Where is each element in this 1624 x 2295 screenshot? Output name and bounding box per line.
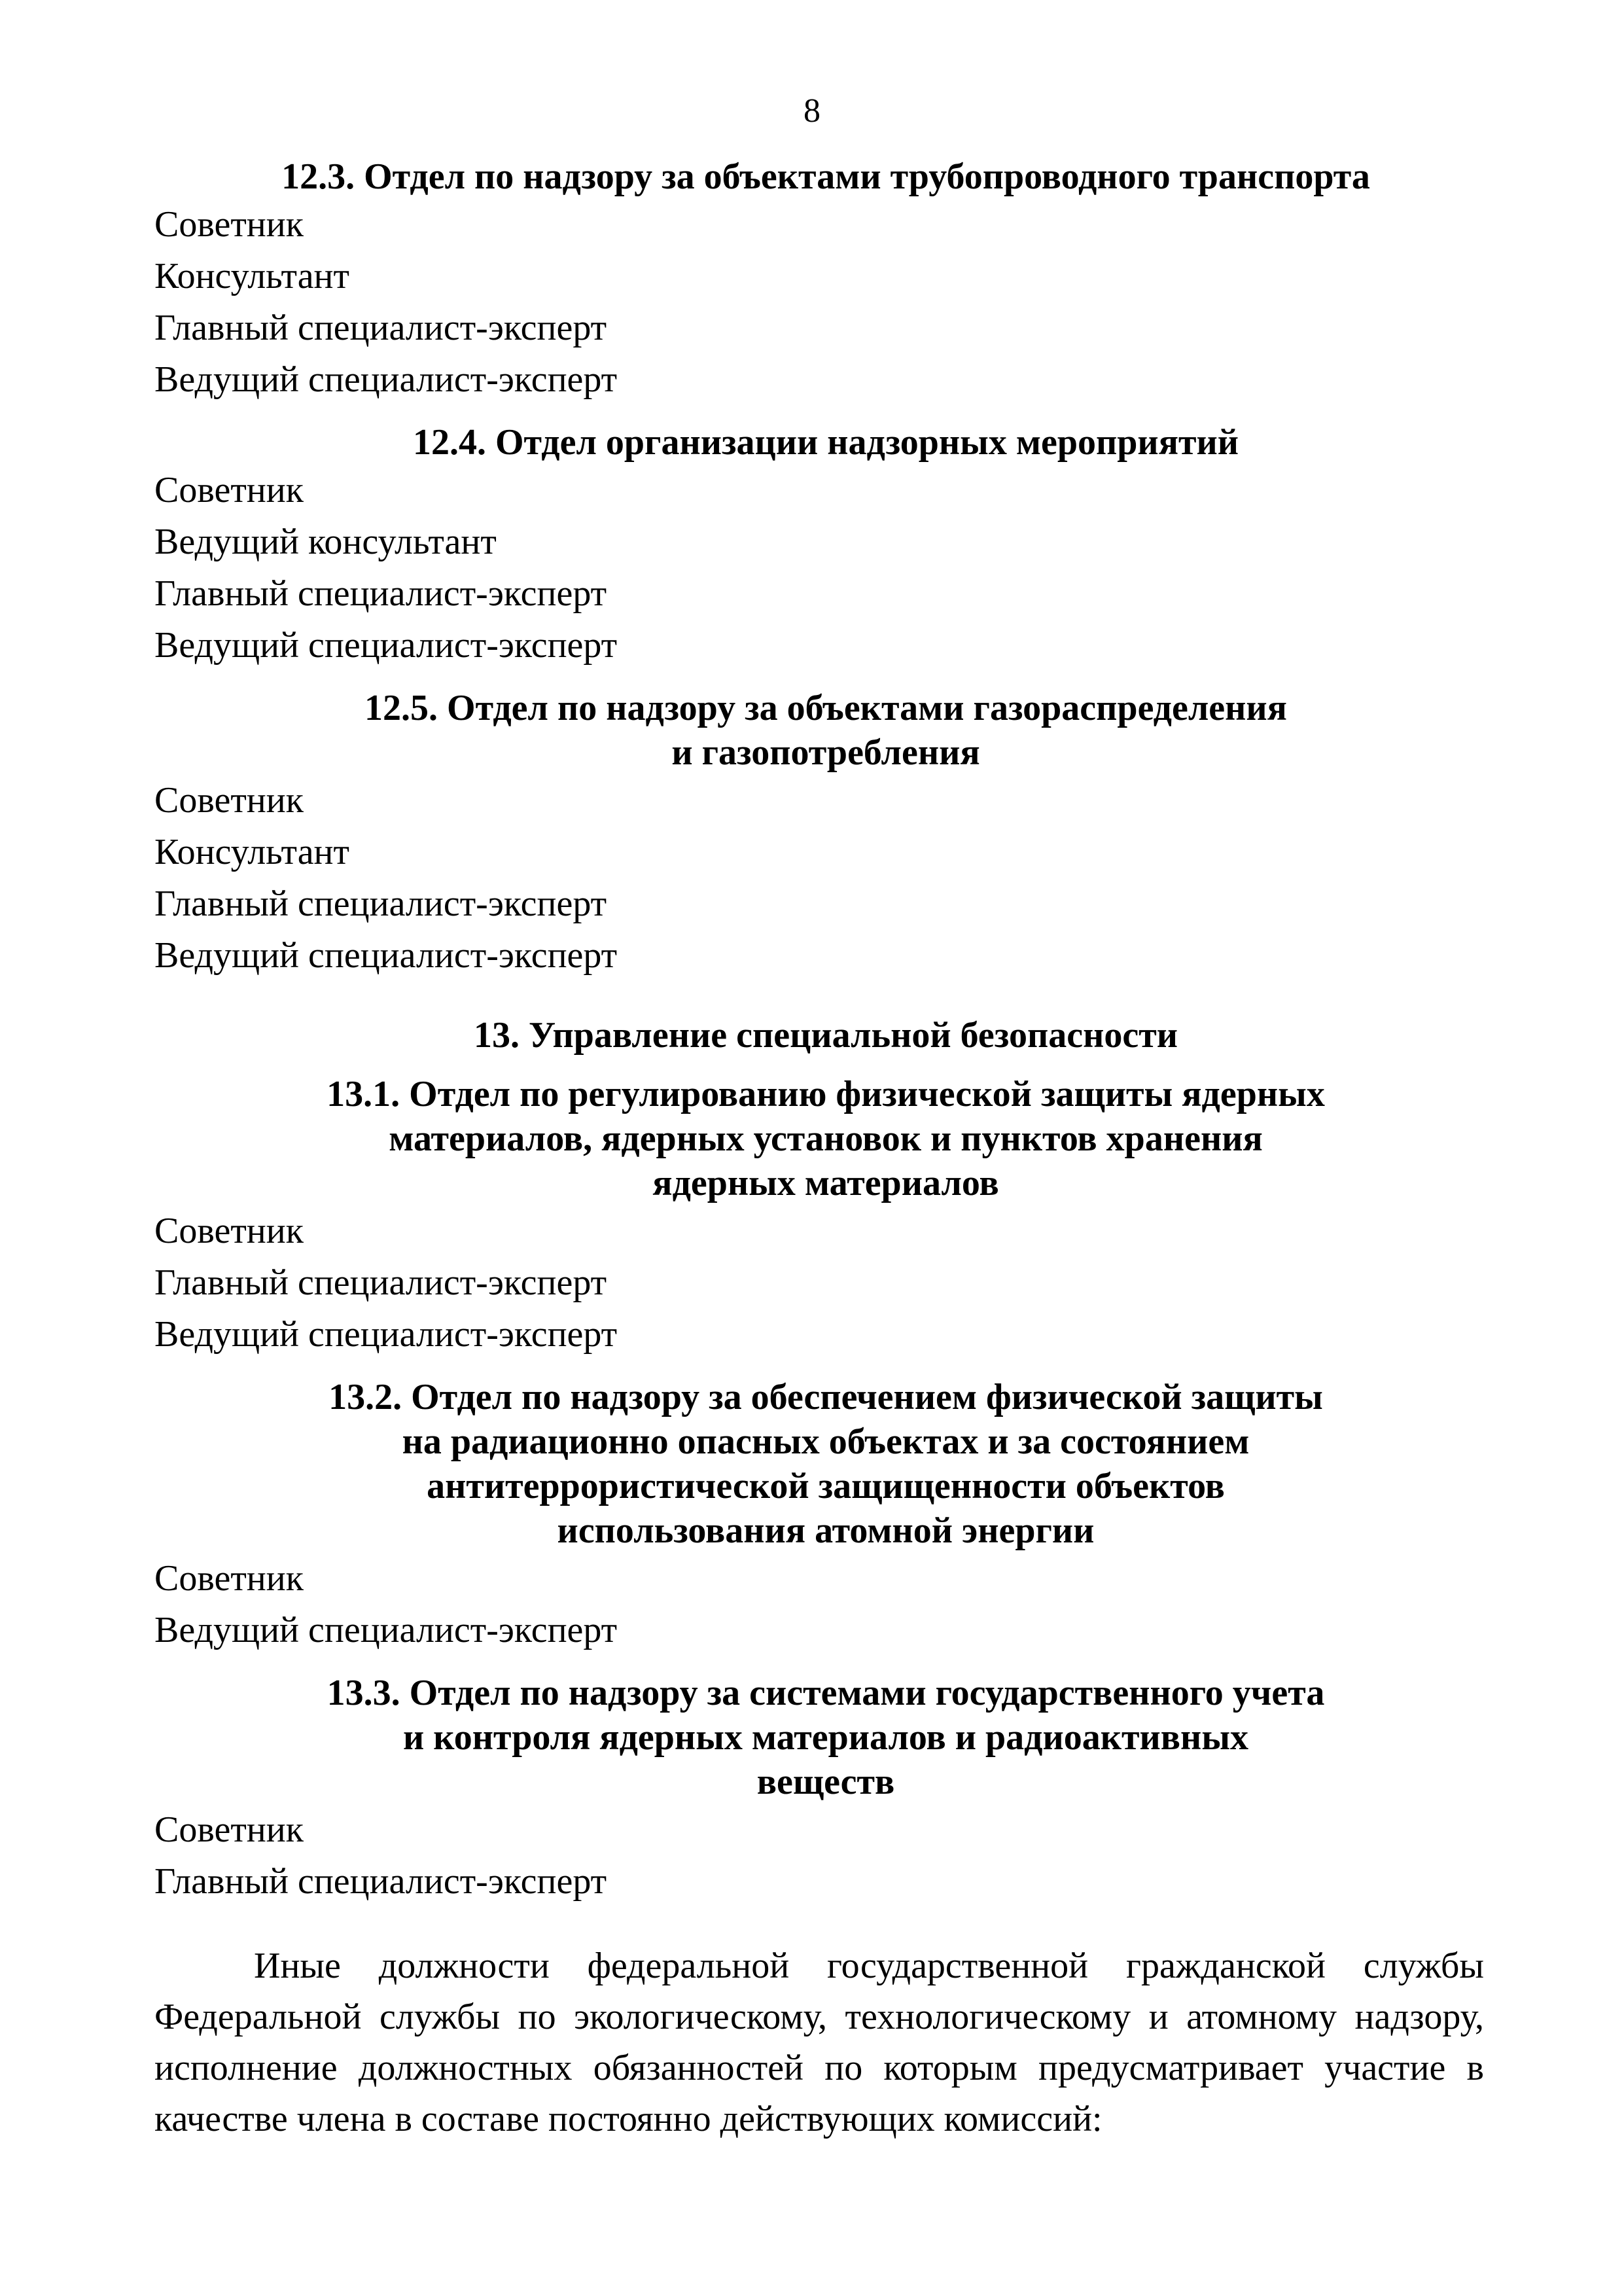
position-item: Советник xyxy=(154,470,304,510)
section-title-line: 12.5. Отдел по надзору за объектами газораспределения xyxy=(364,688,1287,728)
section-title xyxy=(154,420,1484,465)
section-13-3 xyxy=(154,1671,1484,1908)
position-item: Ведущий специалист-эксперт xyxy=(154,935,618,976)
section-title xyxy=(154,154,1484,199)
directorate-13 xyxy=(154,1013,1484,1058)
section-title-line: веществ xyxy=(756,1762,895,1802)
section-12-4 xyxy=(154,420,1484,671)
section-title-line: 13.2. Отдел по надзору за обеспечением физической защиты xyxy=(328,1377,1323,1417)
position-item: Главный специалист-эксперт xyxy=(154,1262,607,1303)
position-item: Советник xyxy=(154,1809,304,1850)
section-title-line: 13.1. Отдел по регулированию физической защиты ядерных xyxy=(327,1074,1325,1114)
section-title xyxy=(154,1375,1484,1553)
directorate-title: 13. Управление специальной безопасности xyxy=(474,1015,1178,1056)
section-title-line: ядерных материалов xyxy=(652,1163,999,1203)
position-item: Ведущий специалист-эксперт xyxy=(154,1314,618,1355)
position-item: Главный специалист-эксперт xyxy=(154,883,607,924)
section-title xyxy=(154,1072,1484,1205)
position-item: Ведущий консультант xyxy=(154,522,497,562)
section-12-3 xyxy=(154,154,1484,406)
document-body xyxy=(154,154,1484,2181)
position-item: Главный специалист-эксперт xyxy=(154,1861,607,1902)
position-item: Советник xyxy=(154,780,304,821)
section-13-1 xyxy=(154,1072,1484,1361)
section-title-line: использования атомной энергии xyxy=(557,1510,1095,1551)
section-title-line: и контроля ядерных материалов и радиоактивных xyxy=(402,1717,1249,1758)
section-title-line: 12.4. Отдел организации надзорных мероприятий xyxy=(412,422,1239,463)
section-13-2 xyxy=(154,1375,1484,1656)
section-12-5 xyxy=(154,686,1484,982)
section-title-line: на радиационно опасных объектах и за состоянием xyxy=(402,1421,1250,1462)
position-item: Главный специалист-эксперт xyxy=(154,308,607,348)
position-item: Главный специалист-эксперт xyxy=(154,573,607,614)
section-title xyxy=(154,686,1484,775)
section-title-line: и газопотребления xyxy=(671,732,980,773)
position-item: Советник xyxy=(154,1558,304,1599)
section-title-line: материалов, ядерных установок и пунктов хранения xyxy=(389,1118,1263,1159)
closing-paragraph: Иные должности федеральной государственной гражданской службы Федеральной службы по экологическому, технологическому и атомному надзору, исполнение должностных обязанностей по которым предусматривает участие в качестве члена в составе постоянно действующих комиссий: xyxy=(154,1946,1484,2139)
page-number: 8 xyxy=(803,92,821,130)
position-item: Ведущий специалист-эксперт xyxy=(154,1610,618,1650)
position-item: Советник xyxy=(154,1211,304,1251)
position-item: Советник xyxy=(154,204,304,245)
section-title-line: 13.3. Отдел по надзору за системами государственного учета xyxy=(327,1673,1325,1713)
position-item: Ведущий специалист-эксперт xyxy=(154,625,618,666)
section-title xyxy=(154,1671,1484,1804)
position-item: Консультант xyxy=(154,832,349,872)
position-item: Консультант xyxy=(154,256,349,296)
section-title-line: 12.3. Отдел по надзору за объектами трубопроводного транспорта xyxy=(281,156,1370,197)
position-item: Ведущий специалист-эксперт xyxy=(154,359,618,400)
section-title-line: антитеррористической защищенности объектов xyxy=(427,1466,1225,1506)
